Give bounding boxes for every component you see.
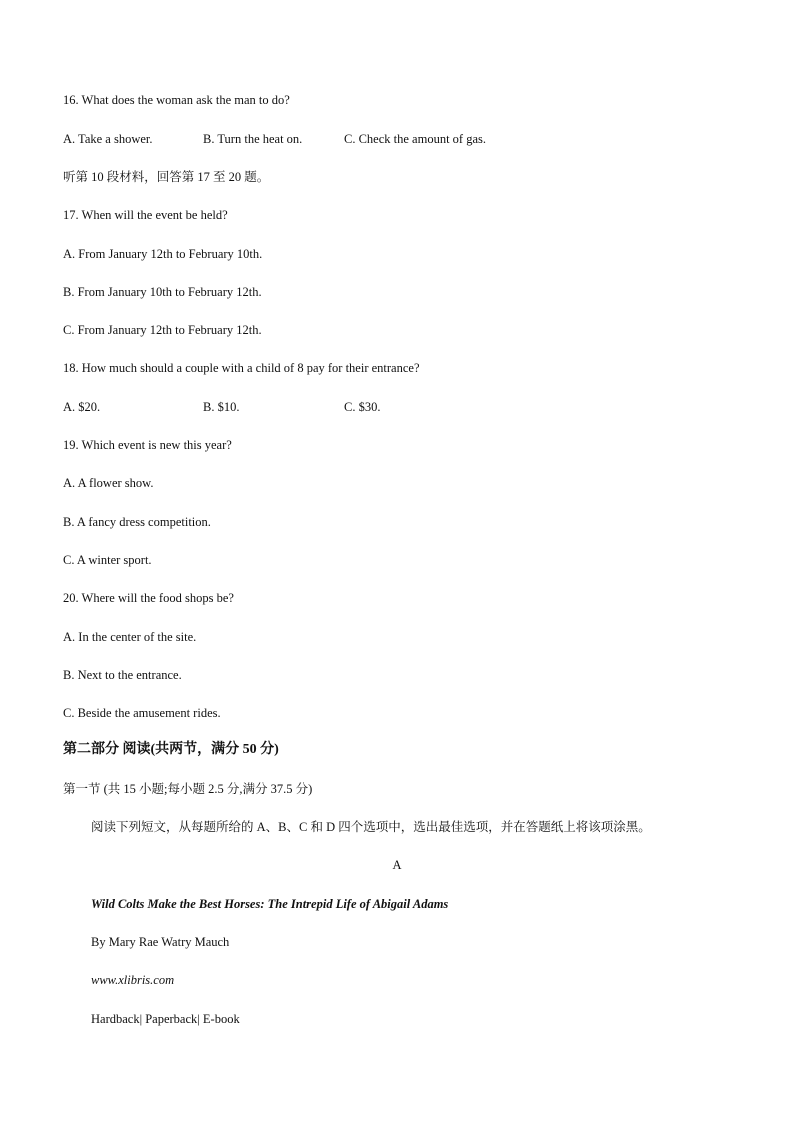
q18-option-b: B. $10. [203, 400, 240, 414]
q19-option-c: C. A winter sport. [63, 553, 152, 567]
question-17: 17. When will the event be held? [63, 208, 228, 222]
q18-option-a: A. $20. [63, 400, 101, 414]
section-one-title: 第一节 (共 15 小题;每小题 2.5 分,满分 37.5 分) [63, 782, 313, 796]
part-two-title: 第二部分 阅读(共两节，满分 50 分) [63, 742, 279, 757]
q19-option-b: B. A fancy dress competition. [63, 515, 211, 529]
question-16: 16. What does the woman ask the man to do? [63, 93, 290, 107]
q18-option-c: C. $30. [344, 400, 381, 414]
q16-option-b: B. Turn the heat on. [203, 132, 303, 146]
q20-option-b: B. Next to the entrance. [63, 668, 182, 682]
q19-option-a: A. A flower show. [63, 476, 154, 490]
question-20: 20. Where will the food shops be? [63, 591, 234, 605]
publisher-website: www.xlibris.com [91, 973, 175, 987]
book-formats: Hardback| Paperback| E-book [91, 1012, 240, 1026]
q17-option-c: C. From January 12th to February 12th. [63, 323, 262, 337]
q20-option-a: A. In the center of the site. [63, 630, 197, 644]
q20-option-c: C. Beside the amusement rides. [63, 706, 221, 720]
section-10-instruction: 听第 10 段材料，回答第 17 至 20 题。 [63, 170, 270, 184]
q16-option-a: A. Take a shower. [63, 132, 153, 146]
question-19: 19. Which event is new this year? [63, 438, 232, 452]
question-18: 18. How much should a couple with a child of 8 pay for their entrance? [63, 361, 420, 375]
book-author: By Mary Rae Watry Mauch [91, 935, 230, 949]
book-title: Wild Colts Make the Best Horses: The Intrepid Life of Abigail Adams [91, 897, 449, 911]
q16-option-c: C. Check the amount of gas. [344, 132, 486, 146]
q17-option-b: B. From January 10th to February 12th. [63, 285, 262, 299]
reading-instruction: 阅读下列短文，从每题所给的 A、B、C 和 D 四个选项中，选出最佳选项，并在答题纸上将该项涂黑。 [91, 820, 651, 834]
passage-label: A [392, 858, 402, 872]
q17-option-a: A. From January 12th to February 10th. [63, 247, 263, 261]
